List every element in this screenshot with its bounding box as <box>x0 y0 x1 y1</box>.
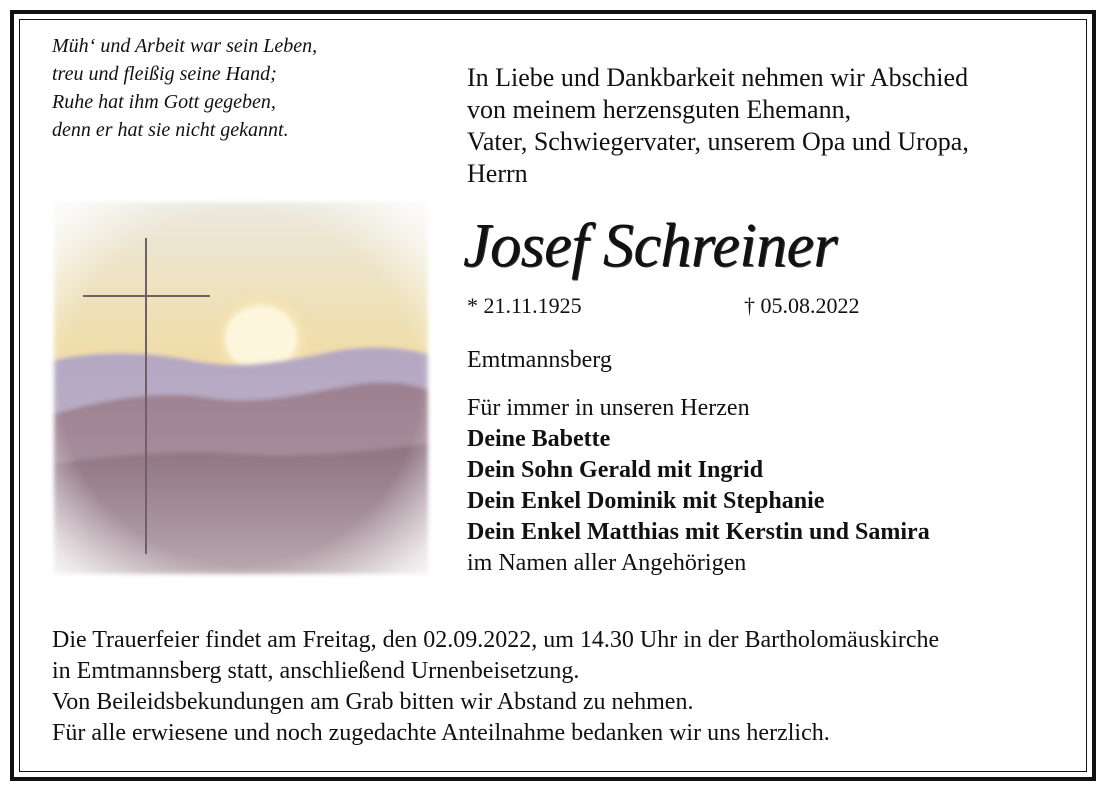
intro-line: In Liebe und Dankbarkeit nehmen wir Abschied <box>467 63 969 92</box>
intro-line: von meinem herzensguten Ehemann, <box>467 95 852 124</box>
mourner-name: Dein Enkel Matthias mit Kerstin und Samira <box>467 519 930 545</box>
mourners-closing: im Namen aller Angehörigen <box>467 550 747 576</box>
sunset-cross-illustration <box>40 192 440 584</box>
quote-line: treu und fleißig seine Hand; <box>52 63 277 85</box>
hometown: Emtmannsberg <box>467 347 612 373</box>
mourners-intro: Für immer in unseren Herzen <box>467 395 750 421</box>
funeral-notice <box>52 625 939 749</box>
memorial-quote <box>52 32 317 144</box>
quote-line: Müh‘ und Arbeit war sein Leben, <box>52 35 318 57</box>
footer-line: Von Beileidsbekundungen am Grab bitten wir Abstand zu nehmen. <box>52 689 694 715</box>
intro-line: Vater, Schwiegervater, unserem Opa und Uropa, <box>467 127 969 156</box>
life-dates <box>467 292 887 320</box>
footer-line: Für alle erwiesene und noch zugedachte Anteilnahme bedanken wir uns herzlich. <box>52 720 830 746</box>
birth-date: * 21.11.1925 <box>467 293 582 318</box>
quote-line: denn er hat sie nicht gekannt. <box>52 119 289 141</box>
quote-line: Ruhe hat ihm Gott gegeben, <box>52 91 276 113</box>
mourner-name: Deine Babette <box>467 426 611 452</box>
intro-line: Herrn <box>467 159 528 188</box>
farewell-intro <box>467 62 969 190</box>
footer-line: Die Trauerfeier findet am Freitag, den 02.09.2022, um 14.30 Uhr in der Bartholomäuskirche <box>52 627 940 653</box>
mourners-list <box>467 393 930 579</box>
footer-line: in Emtmannsberg statt, anschließend Urnenbeisetzung. <box>52 658 580 684</box>
mourner-name: Dein Enkel Dominik mit Stephanie <box>467 488 825 514</box>
death-date: † 05.08.2022 <box>744 293 860 318</box>
mourner-name: Dein Sohn Gerald mit Ingrid <box>467 457 764 483</box>
deceased-name: Josef Schreiner <box>463 212 838 280</box>
